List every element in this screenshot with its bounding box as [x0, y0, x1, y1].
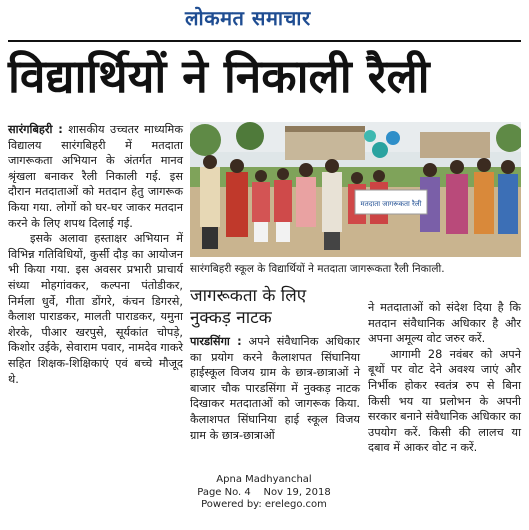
rally-photo-illustration	[190, 122, 521, 257]
subhead	[190, 285, 360, 329]
left-para-2: इसके अलावा हस्ताक्षर अभियान में विभिन्न गतिविधियों, कुर्सी दौड़ का आयोजन भी किया गया. इस अवसर प्रभारी प्राचार्य संध्या मोहगांवकर, कल्पना पंतोडीकर, निर्मला धुर्वे, गीता डोंगरे, कंचन डिगरसे, कैलाश पाराडकर, मालती पाराडकर, यमुना शेरके, पीआर खरपुसे, सूर्यकांत चोपड़े, किशोर उईके, सेवाराम पवार, नामदेव गाकरे सहित शिक्षक-शिक्षिकाएं एवं बच्चे मौजूद थे.	[8, 232, 183, 386]
right-column	[368, 300, 521, 456]
right-para-1: ने मतदाताओं को संदेश दिया है कि मतदान संवैधानिक अधिकार है और अपना अमूल्य वोट जरुर करें.	[368, 301, 521, 346]
left-para-1	[8, 122, 183, 231]
headline: विद्यार्थियों ने निकाली रैली	[8, 49, 430, 103]
middle-column	[190, 334, 360, 443]
masthead-title: लोकमत समाचार	[185, 6, 311, 30]
rally-photo	[190, 122, 521, 257]
subhead-line-2: नुक्कड़ नाटक	[190, 308, 272, 328]
footer-publication: Apna Madhyanchal	[216, 474, 312, 485]
left-para-1-text: शासकीय उच्चतर माध्यमिक विद्यालय सारंगबिहरी में मतदाता जागरूकता अभियान के अंतर्गत मानव श्रृंखला बनाकर रैली निकाली गई. इस दौरान मतदाताओं को मतदान हेतु जागरूक किया गया. लोगों को घर-घर जाकर मतदान करने के लिए शपथ दिलाई गई.	[8, 123, 183, 230]
subhead-line-1: जागरूकता के लिए	[190, 286, 307, 306]
rally-banner-text: मतदाता जागरूकता रैली	[360, 200, 422, 208]
footer-powered-by: Powered by: erelego.com	[201, 499, 327, 510]
photo-caption: सारंगबिहरी स्कूल के विद्यार्थियों ने मतदाता जागरूकता रैली निकाली.	[190, 263, 445, 275]
middle-para-text: अपने संवैधानिक अधिकार का प्रयोग करने कैलाशपत सिंघानिया हाईस्कूल विजय ग्राम के छात्र-छात्राओं ने बाजार चौक पारडसिंगा में नुक्कड़ नाटक दिखाकर मतदाताओं को जागरूक किया. कैलाशपत सिंघानिया हाई स्कूल विजय ग्राम के छात्र-छात्राओं	[190, 335, 360, 442]
footer-page-date: Page No. 4 Nov 19, 2018	[197, 486, 331, 498]
masthead-rule	[8, 40, 521, 42]
dateline-sarangbihari: सारंगबिहरी :	[8, 123, 63, 136]
masthead	[185, 4, 345, 34]
dateline-paradsinga: पारडसिंगा :	[190, 335, 242, 348]
right-para-2: आगामी 28 नवंबर को अपने बूथों पर वोट देने अवश्य जाएं और निर्भीक होकर स्वतंत्र रुप से बिना किसी भय या प्रलोभन के अपनी सरकार बनाने संवैधानिक अधिकार का उपयोग करें. किसी की लालच या दबाव में आकर वोट न करें.	[368, 347, 521, 455]
middle-para	[190, 334, 360, 443]
footer	[150, 474, 378, 512]
left-column	[8, 122, 183, 387]
